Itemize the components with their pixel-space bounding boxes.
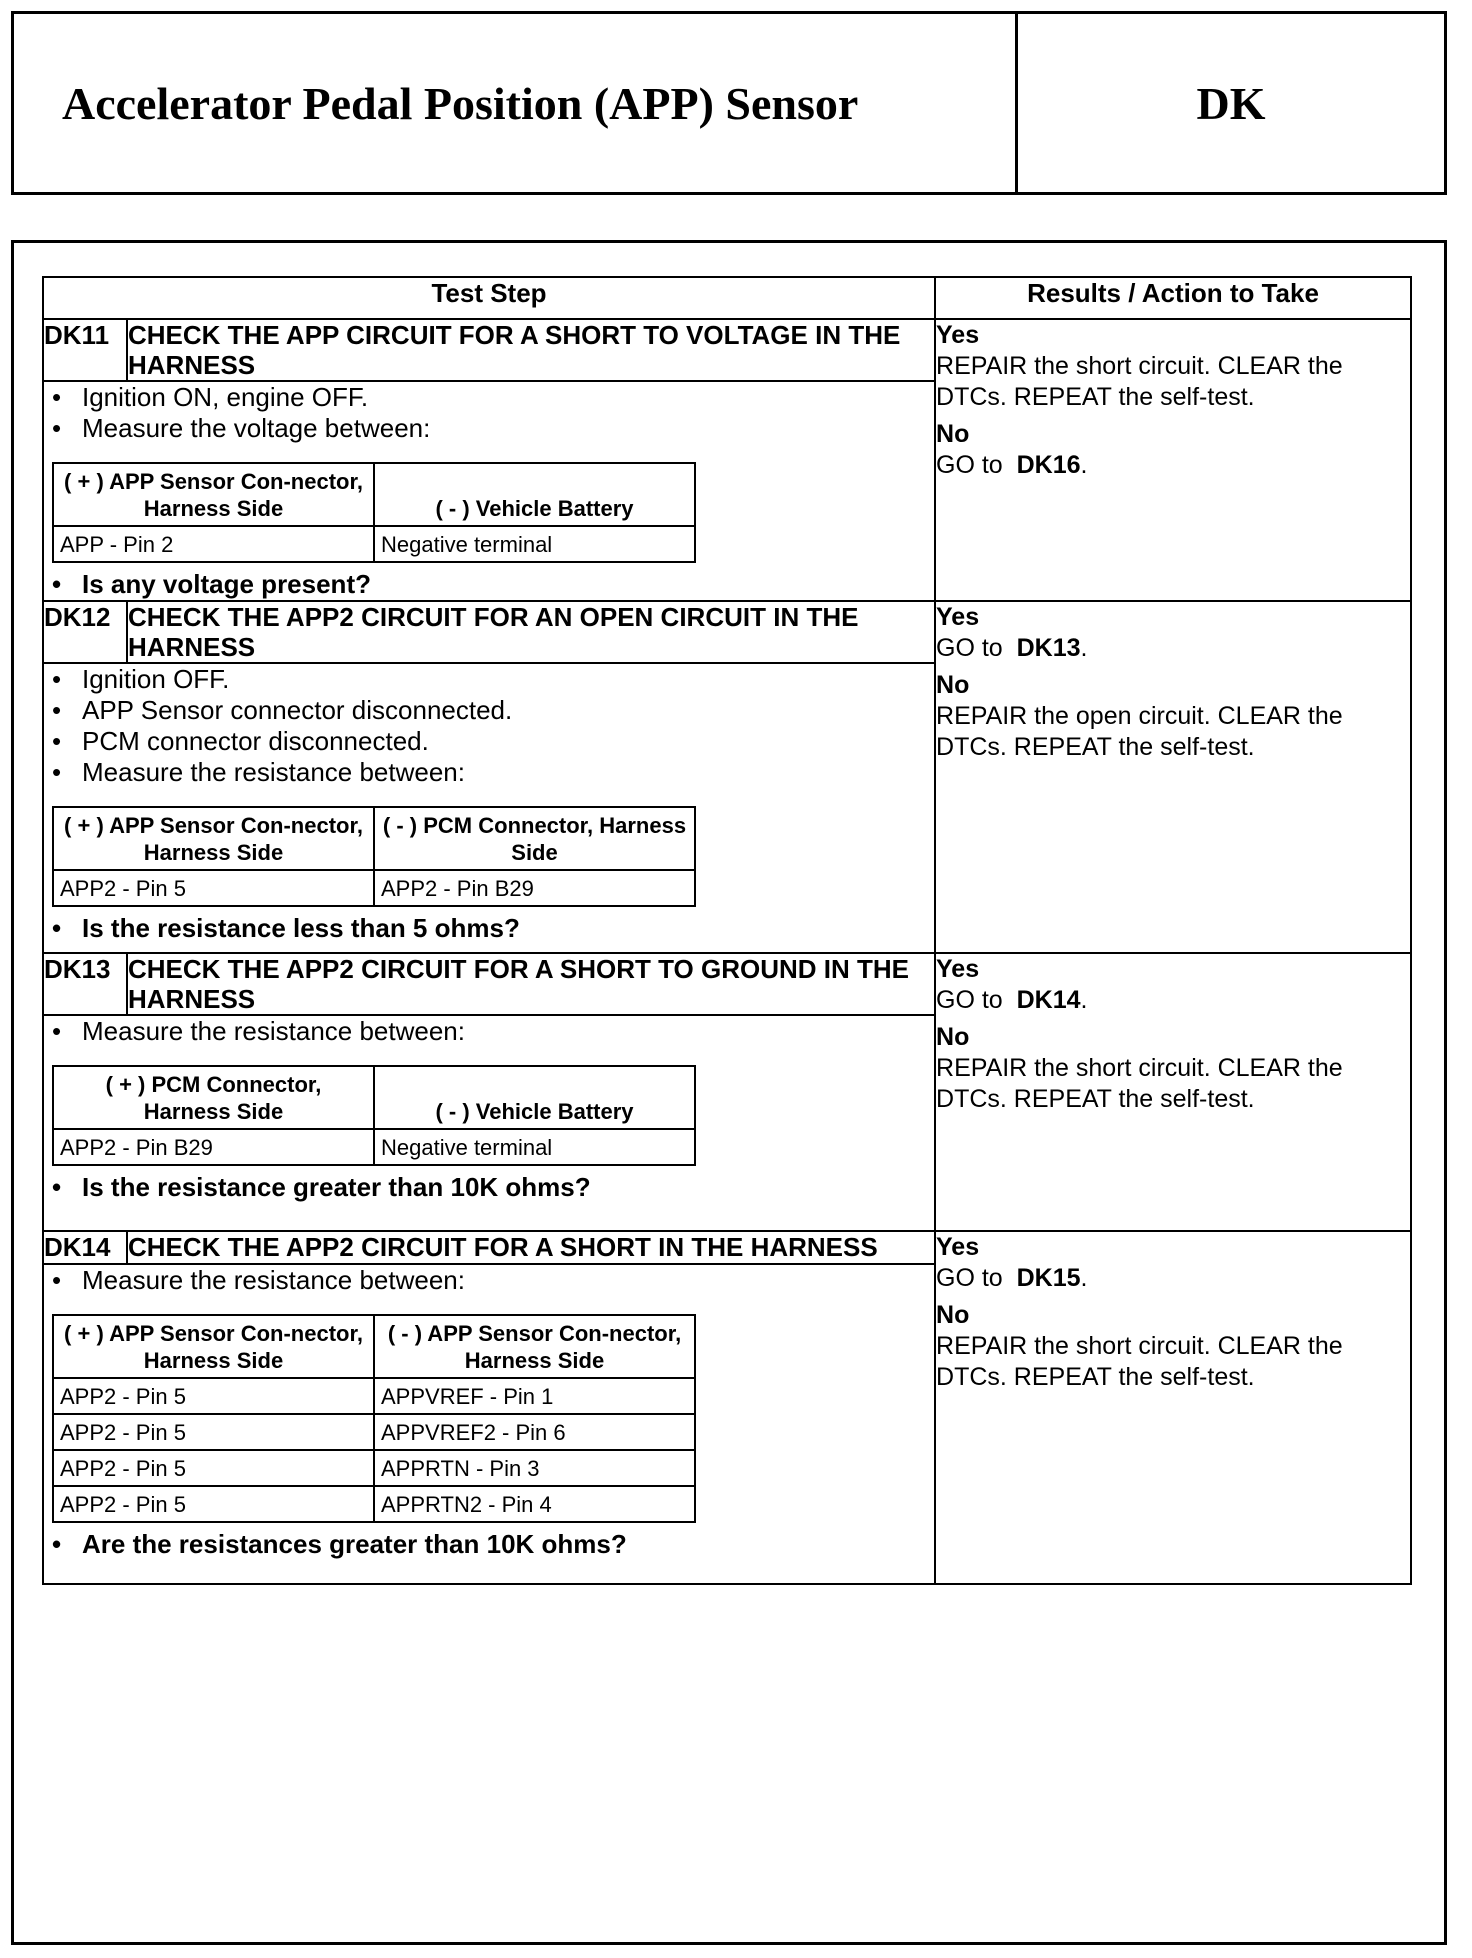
measurement-table (52, 462, 696, 563)
yes-action-text: GO to (936, 1264, 1003, 1292)
step-id: DK13 (43, 953, 127, 1015)
step-question: • Is any voltage present? (44, 569, 934, 600)
step-title-row (43, 319, 1411, 381)
step-results (935, 1231, 1411, 1584)
step-id: DK14 (43, 1231, 127, 1264)
no-label: No (936, 1301, 970, 1329)
step-id: DK11 (43, 319, 127, 381)
measurement-row (53, 1486, 695, 1522)
measurement-header: ( + ) APP Sensor Con-nector, Harness Side (53, 1315, 374, 1378)
yes-label: Yes (936, 1233, 980, 1261)
measurement-table (52, 1314, 696, 1523)
yes-action: GO to DK13. (936, 634, 1088, 662)
measurement-cell: APPRTN - Pin 3 (374, 1450, 695, 1486)
step-title: CHECK THE APP CIRCUIT FOR A SHORT TO VOLTAGE IN THE HARNESS (127, 319, 935, 381)
test-step-header: Test Step (43, 277, 935, 319)
measurement-header: ( + ) APP Sensor Con-nector, Harness Side (53, 807, 374, 870)
no-action-text: REPAIR the short circuit. CLEAR the DTCs. REPEAT the self-test. (936, 1332, 1343, 1391)
step-instructions (43, 1015, 935, 1231)
measurement-row (53, 870, 695, 906)
measurement-header: ( + ) APP Sensor Con-nector, Harness Side (53, 463, 374, 526)
measurement-header: ( - ) Vehicle Battery (374, 1066, 695, 1129)
measurement-cell: APP - Pin 2 (53, 526, 374, 562)
step-instructions (43, 381, 935, 601)
page-title: Accelerator Pedal Position (APP) Sensor (14, 14, 1018, 192)
measurement-cell: APPRTN2 - Pin 4 (374, 1486, 695, 1522)
no-label: No (936, 420, 970, 448)
measurement-cell: Negative terminal (374, 526, 695, 562)
yes-goto-step: DK13 (1016, 634, 1081, 662)
instruction-bullet: • APP Sensor connector disconnected. (44, 695, 934, 726)
measurement-cell: APP2 - Pin 5 (53, 1450, 374, 1486)
page-header (11, 11, 1447, 195)
step-results (935, 601, 1411, 953)
step-instructions (43, 1264, 935, 1584)
step-id: DK12 (43, 601, 127, 663)
no-label: No (936, 1023, 970, 1051)
yes-action: GO to DK15. (936, 1264, 1088, 1292)
yes-action-text: GO to (936, 634, 1003, 662)
measurement-table (52, 1065, 696, 1166)
step-question: • Is the resistance greater than 10K ohms? (44, 1172, 934, 1203)
instruction-bullet: • Measure the resistance between: (44, 1016, 934, 1047)
instruction-bullet: • Measure the voltage between: (44, 413, 934, 444)
measurement-cell: APP2 - Pin B29 (53, 1129, 374, 1165)
measurement-cell: APP2 - Pin 5 (53, 1378, 374, 1414)
instruction-bullet: • Measure the resistance between: (44, 757, 934, 788)
measurement-cell: APP2 - Pin 5 (53, 870, 374, 906)
no-action: GO to DK16. (936, 451, 1088, 479)
no-label: No (936, 671, 970, 699)
step-title-row (43, 953, 1411, 1015)
measurement-header: ( - ) PCM Connector, Harness Side (374, 807, 695, 870)
step-results (935, 319, 1411, 601)
instruction-bullet: • Measure the resistance between: (44, 1265, 934, 1296)
no-goto-step: DK16 (1016, 451, 1081, 479)
measurement-row (53, 1414, 695, 1450)
results-header: Results / Action to Take (935, 277, 1411, 319)
no-action-text: REPAIR the open circuit. CLEAR the DTCs. REPEAT the self-test. (936, 702, 1343, 761)
step-title-row (43, 1231, 1411, 1264)
step-instructions (43, 663, 935, 953)
instruction-bullet: • Ignition ON, engine OFF. (44, 382, 934, 413)
step-title-row (43, 601, 1411, 663)
yes-label: Yes (936, 603, 980, 631)
measurement-cell: APP2 - Pin B29 (374, 870, 695, 906)
yes-label: Yes (936, 955, 980, 983)
no-action (936, 701, 1410, 763)
step-title: CHECK THE APP2 CIRCUIT FOR A SHORT IN THE HARNESS (127, 1231, 935, 1264)
section-code: DK (1196, 77, 1266, 129)
measurement-row (53, 1378, 695, 1414)
no-action (936, 1331, 1410, 1393)
instruction-bullet: • Ignition OFF. (44, 664, 934, 695)
yes-action (936, 351, 1410, 413)
no-action-text: GO to (936, 451, 1003, 479)
measurement-header: ( - ) Vehicle Battery (374, 463, 695, 526)
yes-goto-step: DK14 (1016, 986, 1081, 1014)
step-question: • Is the resistance less than 5 ohms? (44, 913, 934, 944)
measurement-row (53, 1129, 695, 1165)
instruction-bullet: • PCM connector disconnected. (44, 726, 934, 757)
measurement-row (53, 526, 695, 562)
measurement-cell: APPVREF2 - Pin 6 (374, 1414, 695, 1450)
no-action (936, 1053, 1410, 1115)
step-title: CHECK THE APP2 CIRCUIT FOR AN OPEN CIRCUIT IN THE HARNESS (127, 601, 935, 663)
yes-goto-step: DK15 (1016, 1264, 1081, 1292)
yes-action-text: GO to (936, 986, 1003, 1014)
yes-action: GO to DK14. (936, 986, 1088, 1014)
measurement-cell: APP2 - Pin 5 (53, 1486, 374, 1522)
measurement-cell: Negative terminal (374, 1129, 695, 1165)
measurement-header: ( - ) APP Sensor Con-nector, Harness Side (374, 1315, 695, 1378)
step-results (935, 953, 1411, 1231)
measurement-row (53, 1450, 695, 1486)
measurement-table (52, 806, 696, 907)
yes-label: Yes (936, 321, 980, 349)
measurement-cell: APPVREF - Pin 1 (374, 1378, 695, 1414)
diagnostic-table (42, 276, 1412, 1585)
measurement-cell: APP2 - Pin 5 (53, 1414, 374, 1450)
no-action-text: REPAIR the short circuit. CLEAR the DTCs. REPEAT the self-test. (936, 1054, 1343, 1113)
measurement-header: ( + ) PCM Connector, Harness Side (53, 1066, 374, 1129)
step-question: • Are the resistances greater than 10K ohms? (44, 1529, 934, 1560)
yes-action-text: REPAIR the short circuit. CLEAR the DTCs. REPEAT the self-test. (936, 352, 1343, 411)
step-title: CHECK THE APP2 CIRCUIT FOR A SHORT TO GROUND IN THE HARNESS (127, 953, 935, 1015)
